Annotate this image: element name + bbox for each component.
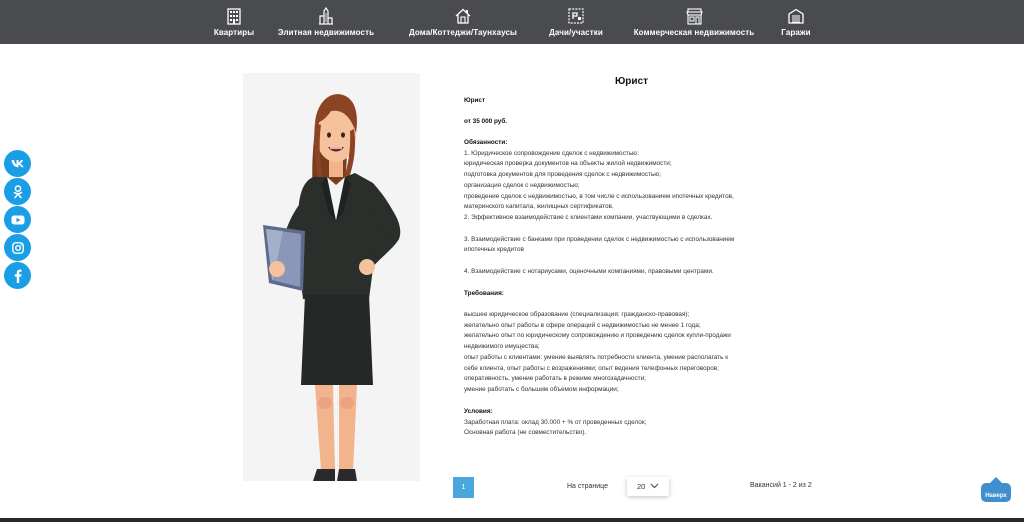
duty-line: материнского капитала, жилищных сертификатов. (464, 203, 614, 210)
requirement-line: оперативность, умение работать в режиме многозадачности; (464, 375, 646, 382)
requirement-line: желательно опыт работы в сфере операций с недвижимостью не менее 1 года; (464, 322, 701, 329)
nav-label: Гаражи (781, 28, 811, 37)
house-roof-icon (990, 477, 1002, 483)
instagram-link[interactable] (4, 234, 31, 261)
nav-label: Коммерческая недвижимость (633, 28, 755, 37)
page-button-1[interactable]: 1 (453, 477, 474, 498)
skyscraper-icon (319, 7, 333, 25)
nav-item-apartments[interactable] (211, 0, 257, 44)
garage-icon (788, 7, 804, 25)
vacancies-count: Вакансий 1 - 2 из 2 (750, 482, 812, 489)
house-icon (455, 7, 471, 25)
requirement-line: желательно опыт по юридическому сопровождению и проведению сделок купли-продажи (464, 332, 731, 339)
nav-label: Элитная недвижимость (277, 28, 375, 37)
conditions-heading: Условия: (464, 408, 493, 415)
condition-line: Основная работа (не совместительство). (464, 429, 587, 436)
nav-item-dachas[interactable] (549, 0, 603, 44)
lawyer-illustration (243, 73, 420, 481)
top-navigation (0, 0, 1024, 44)
nav-item-commercial[interactable] (633, 0, 755, 44)
duty-line: 3. Взаимодействие с банками при проведении сделок с недвижимостью с использованием (464, 236, 735, 243)
per-page-value: 20 (637, 482, 646, 491)
duties-heading: Обязанности: (464, 139, 508, 146)
duty-line: 1. Юридическое сопровождение сделок с недвижимостью: (464, 150, 639, 157)
requirement-line: себе клиента, опыт работы с возражениями; опыт ведения телефонных переговоров; (464, 365, 719, 372)
back-to-top-button[interactable] (981, 483, 1011, 502)
vk-link[interactable] (4, 150, 31, 177)
duty-line: проведение сделок с недвижимостью, в том числе с использованием ипотечных кредитов, (464, 193, 734, 200)
job-salary: от 35 000 руб. (464, 118, 508, 125)
chevron-down-icon (650, 482, 659, 491)
nav-label: Квартиры (213, 28, 255, 37)
nav-item-houses[interactable] (409, 0, 517, 44)
duty-line: юридическая проверка документов на объекты жилой недвижимости; (464, 160, 672, 167)
duty-line: 4. Взаимодействие с нотариусами, оценочными компаниями, правовыми центрами. (464, 268, 714, 275)
requirement-line: умение работать с большим объемом информации; (464, 386, 619, 393)
odnoklassniki-link[interactable] (4, 178, 31, 205)
requirement-line: опыт работы с клиентами: умение выявлять потребности клиента, умение располагать к (464, 354, 729, 361)
duty-line: подготовка документов для проведения сделок с недвижимостью; (464, 171, 661, 178)
nav-item-garages[interactable] (776, 0, 816, 44)
vk-icon (11, 159, 25, 168)
back-to-top-label: Наверх (985, 493, 1007, 499)
per-page-select[interactable] (627, 477, 669, 496)
duty-line: ипотечных кредитов (464, 246, 524, 253)
duty-line: 2. Эффективное взаимодействие с клиентами компании, участвующими в сделках. (464, 214, 713, 221)
land-plot-icon (568, 7, 584, 25)
facebook-link[interactable] (4, 262, 31, 289)
duty-line: организация сделок с недвижимостью; (464, 182, 580, 189)
nav-label: Дома/Коттеджи/Таунхаусы (409, 28, 517, 37)
requirements-heading: Требования: (464, 290, 504, 297)
youtube-link[interactable] (4, 206, 31, 233)
instagram-icon (12, 242, 24, 254)
job-position: Юрист (464, 97, 486, 104)
condition-line: Заработная плата: оклад 30.000 + % от проведенных сделок; (464, 419, 647, 426)
per-page-label: На странице (567, 483, 608, 490)
requirement-line: недвижимого имущества; (464, 343, 540, 350)
bottom-edge (0, 518, 1024, 522)
job-title: Юрист (614, 76, 649, 87)
apartment-building-icon (227, 7, 241, 25)
odnoklassniki-icon (13, 185, 23, 199)
nav-label: Дачи/участки (549, 28, 603, 37)
requirement-line: высшее юридическое образование (специализация: гражданско-правовая); (464, 311, 690, 318)
facebook-icon (14, 269, 22, 283)
youtube-icon (11, 215, 25, 225)
storefront-icon (686, 7, 703, 25)
nav-item-elite[interactable] (279, 0, 373, 44)
